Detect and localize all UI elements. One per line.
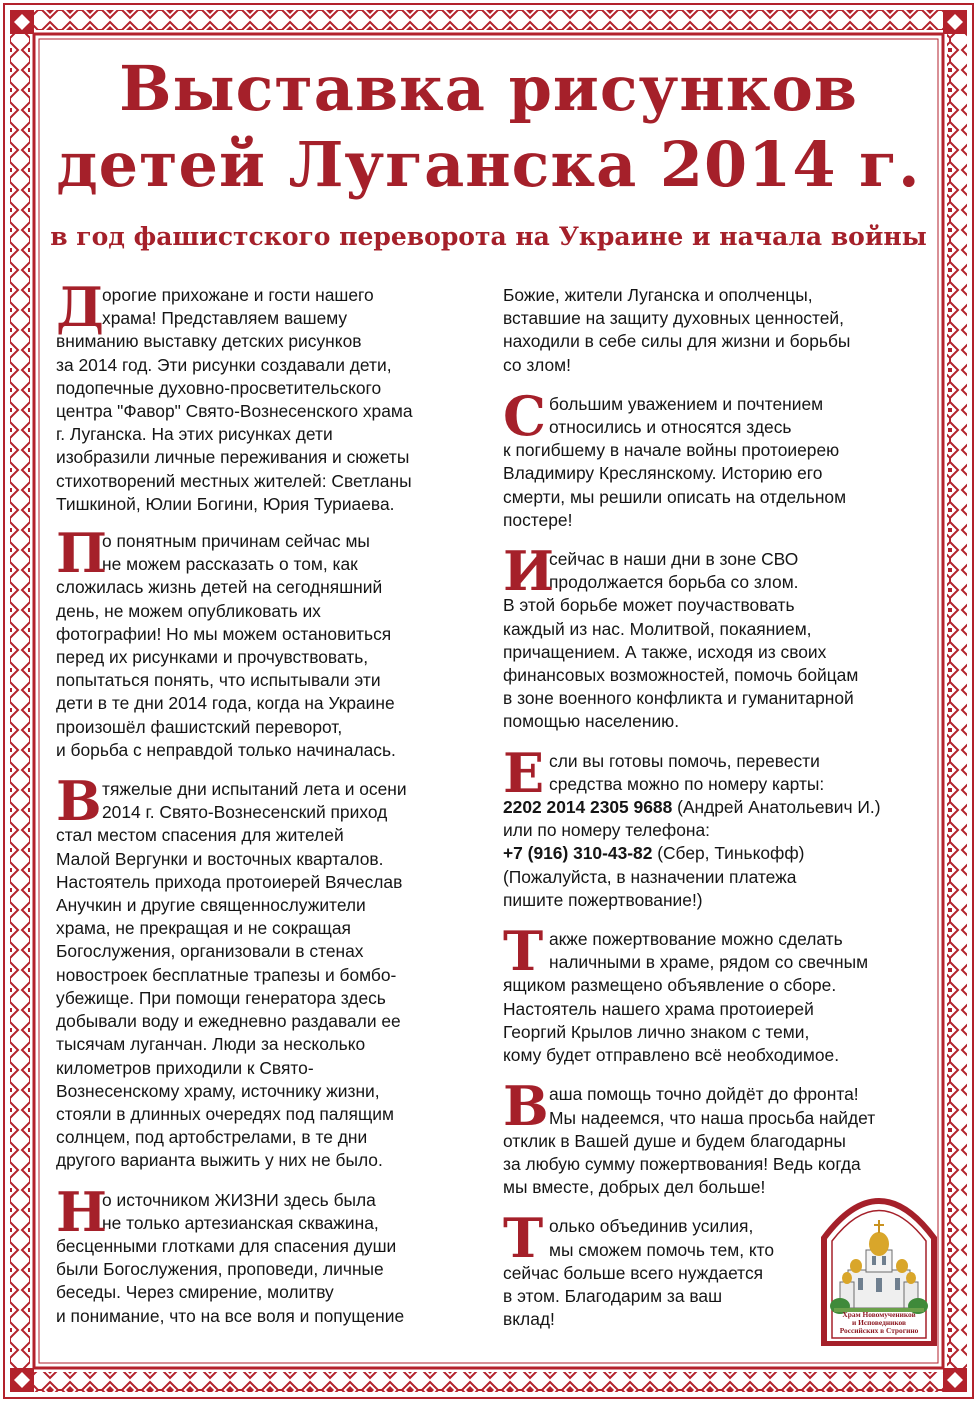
- text-line: к погибшему в начале войны протоиерею: [503, 440, 840, 461]
- text-line: тысячам луганчан. Люди за несколько: [56, 1034, 366, 1055]
- text-line: о понятным причинам сейчас мы: [102, 531, 370, 552]
- text-line: за любую сумму пожертвования! Ведь когда: [503, 1153, 861, 1174]
- text-line: г. Луганска. На этих рисунках дети: [56, 424, 333, 445]
- text-line: и понимание, что на все воля и попущение: [56, 1305, 405, 1326]
- text-line: были Богослужения, проповеди, личные: [56, 1259, 384, 1280]
- drop-cap: П: [56, 521, 107, 586]
- drop-cap: И: [503, 539, 555, 604]
- text-line: большим уважением и почтением: [549, 393, 824, 414]
- text-line: отклик в Вашей душе и будем благодарны: [503, 1130, 846, 1151]
- text-line: находили в себе силы для жизни и борьбы: [503, 331, 851, 352]
- caption-line: и Исповедников: [852, 1318, 906, 1328]
- card-holder: (Андрей Анатольевич И.): [672, 797, 881, 818]
- text-line: в зоне военного конфликта и гуманитарной: [503, 688, 854, 709]
- paragraph-hard-days: [56, 769, 481, 1172]
- paragraph-reasons: [56, 521, 481, 762]
- text-line: Малой Вергунки и восточных кварталов.: [56, 848, 384, 869]
- text-line: ящиком размещено объявление о сборе.: [503, 975, 837, 996]
- paragraph-respect: [503, 383, 933, 532]
- drop-cap: Т: [503, 919, 544, 984]
- text-line: добывали воду и ежедневно раздавали ее: [56, 1011, 401, 1032]
- drop-cap: В: [56, 769, 102, 834]
- text-line: 2014 г. Свято-Вознесенский приход: [102, 802, 388, 823]
- text-line: стал местом спасения для жителей: [56, 825, 344, 846]
- text-line: сейчас в наши дни в зоне СВО: [549, 549, 799, 570]
- text-line: акже пожертвование можно сделать: [549, 929, 843, 950]
- text-line: сли вы готовы помочь, перевести: [549, 750, 820, 771]
- paragraph-donation-details: [503, 740, 933, 912]
- text-line: изобразили личные переживания и сюжеты: [56, 447, 410, 468]
- text-line: Богослужения, организовали в стенах: [56, 941, 364, 962]
- text-line: центра "Фавор" Свято-Вознесенского храма: [56, 401, 413, 422]
- text-line: вниманию выставку детских рисунков: [56, 331, 362, 352]
- text-line: (Пожалуйста, в назначении платежа: [503, 866, 797, 887]
- text-line: тяжелые дни испытаний лета и осени: [102, 779, 407, 800]
- text-line: не только артезианская скважина,: [102, 1212, 379, 1233]
- paragraph-source-of-life: [56, 1179, 481, 1328]
- drop-cap: Д: [56, 275, 105, 339]
- caption-line: Российских в Строгино: [839, 1326, 919, 1336]
- text-line: вклад!: [503, 1309, 555, 1330]
- text-line: в этом. Благодарим за ваш: [503, 1285, 723, 1306]
- text-line: Мы надеемся, что наша просьба найдет: [549, 1107, 876, 1128]
- phone-line: [503, 842, 933, 865]
- page-subtitle: в год фашистского переворота на Украине и начала войны: [50, 222, 927, 251]
- text-line: финансовых возможностей, помочь бойцам: [503, 665, 859, 686]
- paragraph-continuation: [503, 284, 933, 377]
- text-line: средства можно по номеру карты:: [549, 773, 825, 794]
- text-line: мы вместе, добрых дел больше!: [503, 1177, 766, 1198]
- text-line: со злом!: [503, 354, 571, 375]
- text-line: беседы. Через смирение, молитву: [56, 1282, 334, 1303]
- card-number[interactable]: 2202 2014 2305 9688: [503, 797, 673, 818]
- text-line: бесценными глотками для спасения души: [56, 1235, 397, 1256]
- right-column: [503, 284, 933, 1331]
- text-line: смерти, мы решили описать на отдельном: [503, 486, 847, 507]
- text-line: храма! Представляем вашему: [102, 308, 348, 329]
- text-line: относились и относятся здесь: [549, 417, 792, 438]
- text-line: Владимиру Креслянскому. Историю его: [503, 463, 823, 484]
- text-line: убежище. При помощи генератора здесь: [56, 987, 386, 1008]
- text-line: В этой борьбе может поучаствовать: [503, 595, 795, 616]
- text-line: сложилась жизнь детей на сегодняшний: [56, 577, 383, 598]
- text-line: Божие, жители Луганска и ополченцы,: [503, 285, 813, 305]
- drop-cap: Т: [503, 1206, 544, 1271]
- paragraph-greeting: [56, 275, 481, 516]
- text-line: подопечные духовно-просветительского: [56, 377, 382, 398]
- text-line: за 2014 год. Эти рисунки создавали дети,: [56, 354, 392, 375]
- text-line: храма, не прекращая и не сокращая: [56, 918, 351, 939]
- text-line: помощью населению.: [503, 711, 680, 732]
- church-caption: [826, 1311, 932, 1336]
- page-title-line-1: Выставка рисунков: [119, 52, 858, 125]
- phone-number[interactable]: +7 (916) 310-43-82: [503, 843, 653, 864]
- text-line: перед их рисунками и прочувствовать,: [56, 647, 369, 668]
- text-line: Настоятель нашего храма протоиерей: [503, 998, 814, 1019]
- page-title-line-2: детей Луганска 2014 г.: [56, 128, 921, 201]
- text-line: солнцем, под артобстрелами, в те дни: [56, 1127, 368, 1148]
- paragraph-cash-donation: [503, 919, 933, 1067]
- caption-line: Храм Новомучеников: [842, 1310, 916, 1319]
- drop-cap: Н: [56, 1179, 108, 1244]
- text-line: вставшие на защиту духовных ценностей,: [503, 308, 844, 329]
- text-line: стихотворений местных жителей: Светланы: [56, 470, 412, 491]
- drop-cap: С: [503, 383, 546, 448]
- drop-cap: Е: [503, 740, 545, 805]
- text-line: кому будет отправлено всё необходимое.: [503, 1045, 840, 1066]
- text-line: километров приходили к Свято-: [56, 1057, 314, 1078]
- text-line: или по номеру телефона:: [503, 820, 711, 841]
- text-line: аша помощь точно дойдёт до фронта!: [549, 1084, 859, 1105]
- phone-banks: (Сбер, Тинькофф): [652, 843, 805, 864]
- text-line: дети в те дни 2014 года, когда на Украине: [56, 693, 395, 714]
- text-line: Анучкин и другие священнослужители: [56, 895, 366, 916]
- text-line: Настоятель прихода протоиерей Вячеслав: [56, 871, 403, 892]
- text-line: Георгий Крылов лично знаком с теми,: [503, 1021, 810, 1042]
- text-line: олько объединив усилия,: [549, 1216, 754, 1237]
- text-line: мы сможем помочь тем, кто: [549, 1239, 775, 1260]
- text-line: Тишкиной, Юлии Богини, Юрия Туриаева.: [56, 493, 395, 514]
- text-line: и борьба с неправдой только начиналась.: [56, 739, 396, 760]
- text-line: попытаться понять, что испытывали эти: [56, 670, 381, 691]
- text-line: другого варианта выжить у них не было.: [56, 1150, 383, 1171]
- text-line: продолжается борьба со злом.: [549, 572, 799, 593]
- text-line: постере!: [503, 509, 573, 530]
- text-line: Вознесенскому храму, источнику жизни,: [56, 1080, 380, 1101]
- text-line: сейчас больше всего нуждается: [503, 1262, 764, 1283]
- text-line: орогие прихожане и гости нашего: [102, 285, 374, 305]
- text-line: день, не можем опубликовать их: [56, 600, 321, 621]
- text-line: каждый из нас. Молитвой, покаянием,: [503, 618, 812, 639]
- left-column: [56, 275, 481, 1328]
- card-line: [503, 796, 933, 819]
- text-line: новостроек бесплатные трапезы и бомбо-: [56, 964, 397, 985]
- drop-cap: В: [503, 1074, 549, 1139]
- paragraph-svo: [503, 539, 933, 734]
- text-line: произошёл фашистский переворот,: [56, 716, 343, 737]
- text-line: причащением. А также, исходя из своих: [503, 641, 827, 662]
- text-line: о источником ЖИЗНИ здесь была: [102, 1189, 376, 1210]
- text-line: наличными в храме, рядом со свечным: [549, 952, 869, 973]
- text-line: стояли в длинных очередях под палящим: [56, 1103, 394, 1124]
- text-line: фотографии! Но мы можем остановиться: [56, 623, 392, 644]
- text-line: не можем рассказать о том, как: [102, 554, 358, 575]
- text-line: пишите пожертвование!): [503, 889, 703, 910]
